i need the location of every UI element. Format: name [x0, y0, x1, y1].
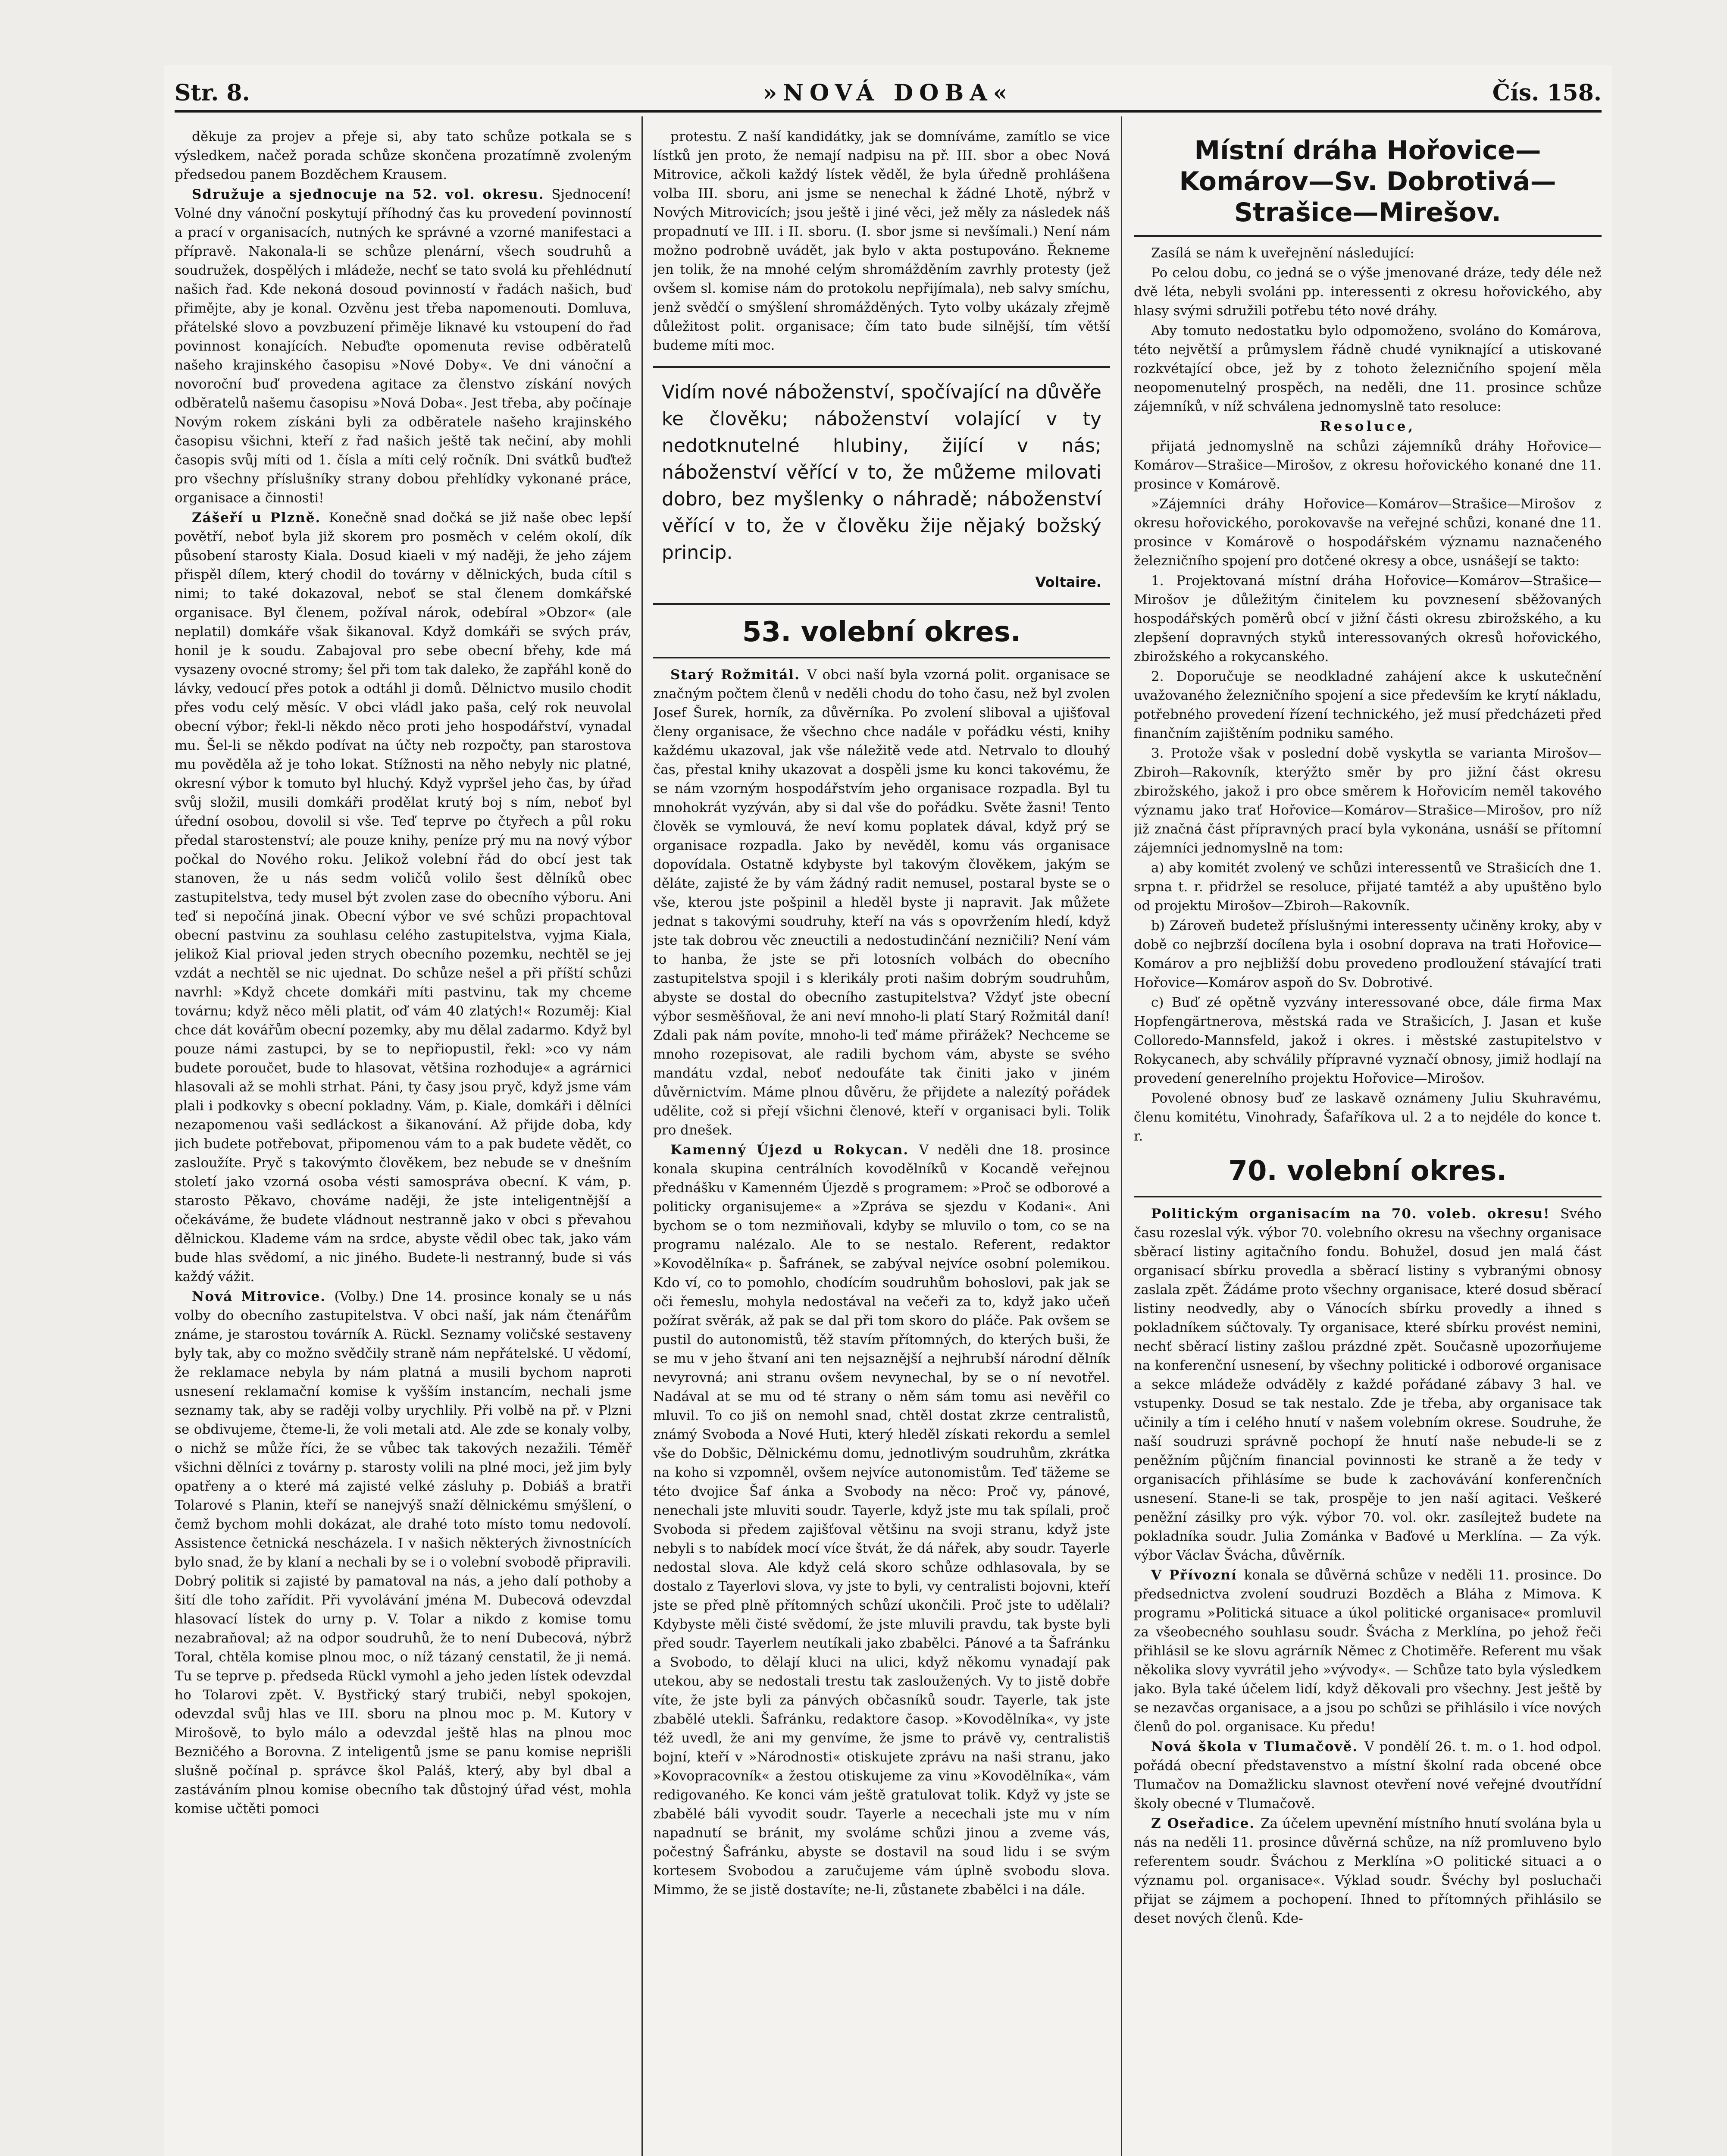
article-paragraph: c) Buď zé opětně vyzvány interessované obce, dále firma Max Hopfengärtnerova, městská rada ve Strašicích, J. Jasan et kuše Colloredo-Mannsfeld, jakož i okres. i městské zastupitelstvo v Rokycanech, aby schválily přípravné vyznačí obnosy, jimiž hodlají na provedení generelního projektu Hořovice—Mirošov.: [1134, 995, 1602, 1086]
column-1: [175, 127, 632, 2156]
quote-author: Voltaire.: [1035, 574, 1101, 590]
section-rule: [1134, 235, 1602, 237]
article-paragraph: »Zájemníci dráhy Hořovice—Komárov—Strašice—Mirošov z okresu hořovického, porokovavše na veřejné schůzi, konané dne 11. prosince v Komárově o hospodářském významu naznačeného železničního spojení pro dotčené okresy a obce, usnášejí se takto:: [1134, 496, 1602, 569]
header-rule: [175, 110, 1602, 113]
section-rule: [653, 657, 1110, 658]
page-number: Str. 8.: [175, 80, 250, 106]
page-header: [175, 80, 1602, 110]
article-lead: Z Oseřadice.: [1151, 1816, 1261, 1831]
column-divider: [1121, 116, 1122, 2156]
article-paragraph: 2. Doporučuje se neodkladné zahájení akce k uskutečnění uvažovaného železničního spojení a sice především ke krytí nákladu, potřebného provedení řízení technického, jež musí předcházeti před finančním zajištěním podniku samého.: [1134, 669, 1602, 741]
article-paragraph: V Přívozní konala se důvěrná schůze v neděli 11. prosince. Do předsednictva zvolení soudruzi Bozděch a Bláha z Mimova. K programu »Politická situace a úkol politické organisace« promluvil za všeobecného souhlasu soudr. Švácha z Merklína, po jehož řeči přihlásil se ke slovu agrárník Němec z Chotiměře. Referent mu však několika slovy vyvrátil jeho »vývody«. — Schůze tato byla výsledkem jako. Byla také účelem lidí, když děkovali pro všechny. Jest ještě by se nezavčas organisace, a a jsou po schůzi se přihlásilo i více nových členů do pol. organisace. Ku předu!: [1134, 1567, 1602, 1735]
article-lead: Sdružuje a sjednocuje na 52. vol. okresu.: [192, 187, 552, 202]
article-lead: Nová Mitrovice.: [192, 1289, 335, 1304]
issue-number: Čís. 158.: [1492, 80, 1602, 106]
column-divider: [641, 116, 643, 2156]
article-lead: Zášeří u Plzně.: [192, 510, 329, 526]
article-lead: Politickým organisacím na 70. voleb. okresu!: [1151, 1206, 1561, 1222]
section-heading: 70. volební okres.: [1228, 1155, 1507, 1187]
article-paragraph: Resoluce,: [1320, 419, 1416, 434]
article-paragraph: Politickým organisacím na 70. voleb. okresu! Svého času rozeslal výk. výbor 70. volebního okresu na všechny organisace sběrací listiny agitačního fondu. Bohužel, dosud jen malá část organisací sbírku provedla a sběrací listiny s vybranými obnosy zaslala zpět. Žádáme proto všechny organisace, které dosud sběrací listiny neodvedly, aby o Vánocích sbírku provedly a ihned s pokladníkem súčtovaly. Ty organisace, které sbírku provést nemini, nechť sběrací listiny zašlou prázdné zpět. Současně upozorňujeme na konferenční usnesení, by všechny politické i odborové organisace a sekce mládeže odváděly z každé pořádané zábavy 3 hal. ve vstupenky. Dosud se tak nestalo. Zde je třeba, aby organisace tak učinily a tím i celého hnutí v našem volebním okrese. Soudruhe, že naší soudruzi správně pochopí že hnutí naše nebude-li se z peněžním půjčním financial povinnosti ke straně a že tedy v organisacích přihlásíme se bude k zachovávání konferenčních usnesení. Stane-li se tak, prospěje to jen naší agitaci. Veškeré peněžní zásilky pro výk. výbor 70. vol. okr. zasílejtež budete na pokladníka soudr. Julia Zománka v Baďové u Merklína. — Za výk. výbor Václav Švácha, důvěrník.: [1134, 1206, 1602, 1563]
article-paragraph: 1. Projektovaná místní dráha Hořovice—Komárov—Strašice—Mirošov je důležitým činitelem ku povznesení sběžovaných hospodářských poměrů obcí v jižní části okresu zbirožského, a ku zlepšení dopravných styků interessovaných okresů hořovického, zbirožského a rokycanského.: [1134, 573, 1602, 664]
article-lead: Starý Rožmitál.: [670, 667, 807, 683]
section-heading: 53. volební okres.: [742, 616, 1021, 648]
quote-box: [653, 366, 1110, 605]
article-paragraph: Po celou dobu, co jedná se o výše jmenované dráze, tedy déle než dvě léta, nebyli svoláni pp. interessenti z okresu hořovického, aby hlasy svými sdružili potřebu této nové dráhy.: [1134, 265, 1602, 319]
article-paragraph: Nová škola v Tlumačově. V pondělí 26. t. m. o 1. hod odpol. pořádá obecní představenstvo a místní školní rada obcené obce Tlumačov na Domažlicku slavnost otevření nové veřejné dvoutřídní školy obecné v Tlumačově.: [1134, 1739, 1602, 1811]
article-paragraph: Kamenný Újezd u Rokycan. V neděli dne 18. prosince konala skupina centrálních kovodělníků v Kocandě veřejnou přednášku v Kamenném Újezdě s programem: »Proč se odborové a politicky organisujeme« a »Zpráva se sjezdu v Kodani«. Ani bychom se o tom nezmiňovali, kdyby se mluvilo o tom, co se na programu nalézalo. Ale to se nestalo. Referent, redaktor »Kovodělníka« p. Šafránek, se zabýval nejvíce osobní polemikou. Kdo ví, co to pomohlo, chodícím soudruhům bohoslovi, pak jak se oči řemeslu, mohyla nedostával na večeři za to, když jako učeň požírat svěrák, až pak se dal při tom skoro do pláče. Pak ovšem se pustil do autonomistů, těž stavím přítomných, do kterých buši, že se mu v jeho štvaní ani ten nejsaznější a nejhrubší národní dělník nevyrovná; ani stranu ovšem nevynechal, by se o ní nevotřel. Nadával at se mu od té strany o něm sám tomu asi nevěřil co mluvil. To co jiš on nemohl snad, chtěl dostat zkrze centralistů, známý Svoboda a Nové Huti, který hleděl získati rekordu a semlel vše do Dobšic, Dělnickému domu, jednotlivým soudruhům, zkrátka na koho si vzpomněl, ovšem nejvíce autonomistům. Teď täžeme se této dvojice Šaf ánka a Svobody na něco: Proč vy, pánové, nenechali jste mluviti soudr. Tayerle, když jste mu tak spílali, proč Svoboda si předem zajišťoval většinu na svoji stranu, když jste nebyli s to nabídek mocí více štvát, že dá nářek, aby soudr. Tayerle nedostal slova. Ale když celá skoro schůze odhlasovala, by se dostalo z Tayerlovi slova, vy jste to byli, vy centralisti bojovni, kteří jste se před plně přítomných schůzí ukončili. Proč jste to udělali? Kdybyste měli čisté svědomí, že jste mluvili pravdu, tak byste byli před soudr. Tayerlem neutíkali jako zbabělci. Pánové a ta Šafránku a Svobodo, to dělají kluci na ulici, když někomu vynadají pak utekou, aby se nedostali trestu tak zasloužených. Vy to jistě dobře víte, že jste byli za pánvých občasníků soudr. Tayerle, tak jste zbabělé utekli. Šafránku, redaktore časop. »Kovodělníka«, vy jste též uvedl, že ani my genvíme, že jsme to právě vy, centralistiš bojní, kteří v »Národnosti« otiskujete zprávu na naši stranu, jako »Kovopracovník« a žestou otiskujeme za vinu »Kovodělníka«, vám redigovaného. Ke konci vám ještě gratulovat tolik. Když vy jste se zbabělé báli vyvodit soudr. Tayerle a necechali jste mu v ním napadnutí se bránit, my svoláme schůzi jinou a zveme vás, počestný Šafránku, abyste se dostavil na soud lidu i se svým kortesem Svobodou a zaručujeme vám úplně svobodu slova. Mimmo, že se jistě dostavíte; ne-li, zůstanete zbabělci i na dále.: [653, 1142, 1110, 1898]
article-paragraph: Zášeří u Plzně. Konečně snad dočká se již naše obec lepší povětří, neboť byla již skorem pro posměch v celém okolí, dík působení starosty Kiala. Dosud kiaeli v mý naději, že jeho zájem přispěl dílem, který chodil do továrny v dělnických, buda cítil s nimi; to také dokazoval, neboť se stal členem domkářské organisace. Byl členem, požíval nárok, odebíral »Obzor« (ale neplatil) domkáře však šikanoval. Když domkáři se svých práv, honil je k soudu. Zabajoval pro sebe obecní břehy, kde má vysazeny ovocné stromy; šel při tom tak daleko, že zapřáhl koně do lávky, vedoucí přes potok a odtáhl ji domů. Dělnictvo musilo chodit přes vodu celý měsíc. V obci vládl jako paša, celý rok neuvolal obecní výbor; řekl-li někdo něco proti jeho hospodářství, vynadal mu. Šel-li se někdo podívat na účty neb rozpočty, pan starostova mu pověděla až je toho lokat. Stížnosti na něho nebyly nic platné, okresní výbor k tomuto byl hluchý. Když vypršel jeho čas, by úřad svůj složil, musili domkáři prodělat krutý boj s ním, neboť byl úřední osobou, dovolil si vše. Teď teprve po čtyřech a půl roku předal starostenství; ale pouze knihy, peníze prý mu na nový výbor počkal do Nového roku. Jelikož volební řád do obcí jest tak stanoven, že u nás sedm voličů volilo šest dělníků obec zastupitelstva, tedy musel být zvolen zase do obecního výboru. Ani teď si nepočíná jinak. Obecní výbor ve své schůzi propachtoval obecní pastvinu za souhlasu celého zastupitelstva, vyjma Kiala, jelikož Kial prioval jeden strych obecního pozemku, nechtěl se jej vzdát a nechtěl se nic ujednat. Do schůze nešel a při příští schůzi navrhl: »Když chcete domkáři míti pastvinu, tak my chceme továrnu; když něco měli platit, oď vám 40 zlatých!« Rozuměj: Kial chce dát kovářům obecní pozemky, aby mu dělal zadarmo. Když byl pouze námi zastupci, by se to nepřiopustil, řekl: »co vy nám budete poroučet, bude to hlasovat, většina rozhoduje« a agrárnici hlasovali až se mohli strhat. Páni, ty časy jsou pryč, když jsme vám plali i podkovky s obecní pokladny. Vám, p. Kiale, domkáři i dělníci nezapomenou vaši sedláckost a šikanování. Až přijde doba, kdy jich budete potřebovat, připomenou vám to a pak budete vědět, co zasloužíte. Pryč s takovýmto člověkem, bez nebude se v dnešním století jako vzorná osoba vésti samospráva obecní. K vám, p. starosto Pěkavo, chováme naději, že jste inteligentnější a očekáváme, že budete vládnout nestranně jako v obci s převahou dělnickou. Klademe vám na srdce, abyste vědil obec tak, jako vám bude hlas svědomí, a nic jiného. Budete-li nestranný, bude si vás každý vážit.: [175, 510, 632, 1285]
quote-text: Vidím nové náboženství, spočívající na důvěře ke člověku; náboženství volající v ty nedotknutelné hlubiny, žijící v nás; náboženství věřící v to, že můžeme milovati dobro, bez myšlenky o náhradě; náboženství věřící v to, že v člověku žije nějaký božský princip.: [662, 381, 1101, 564]
column-2: [653, 127, 1110, 2156]
article-paragraph: Aby tomuto nedostatku bylo odpomoženo, svoláno do Komárova, této největší a průmyslem řádně chudé vyniknající a utiskované rozkvétající obce, jež by z tohoto železničního spojení měla neopomenutelný prospěch, na neděli, dne 11. prosince schůze zájemníků, v níž schválena jednomyslně tato resoluce:: [1134, 323, 1602, 414]
article-paragraph: Povolené obnosy buď ze laskavě oznámeny Juliu Skuhravému, členu komitétu, Vinohrady, Šafaříkova ul. 2 a to nejdéle do konce t. r.: [1134, 1091, 1602, 1144]
section-heading: Místní dráha Hořovice—Komárov—Sv. Dobrotivá—Strašice—Mirešov.: [1179, 135, 1556, 228]
article-paragraph: děkuje za projev a přeje si, aby tato schůze potkala se s výsledkem, načež porada schůze skončena prozatímně zvoleným předsedou panem Bozděchem Krausem.: [175, 129, 632, 182]
masthead: »NOVÁ DOBA«: [763, 80, 1014, 106]
article-paragraph: Nová Mitrovice. (Volby.) Dne 14. prosince konaly se u nás volby do obecního zastupitelstva. V obci naší, jak nám čtenářům známe, je starostou továrník A. Rückl. Seznamy voličské sestaveny byly tak, aby co možno svědčily straně nám nepřátelské. U vědomí, že reklamace nebyla by nám platná a musili bychom naproti usnesení reklamační komise k vyšším instancím, nechali jsme seznamy tak, aby se raději volby urychlily. Při volbě na př. v Plzni se obdivujeme, čteme-li, že voli metali atd. Ale zde se konaly volby, o nichž se může říci, že se vůbec tak takových nezažili. Téměř všichni dělníci z továrny p. starosty volili na plné moci, jež jim byly opatřeny a o které má zajisté velké zásluhy p. Dobiáš a bratři Tolarové s Planin, kteří se nanejvýš snaží dělnickému smýšlení, o čemž bychom mohli dokázat, ale drahé toto místo tomu nedovolí. Assistence četnická nescházela. I v našich některých živnostnících bylo snad, že by klaní a nechali by se i o volební svobodě připravili. Dobrý politik si zajisté by pamatoval na nás, a jeho dalí pothoby a šití dle toho zařídit. Při vyvolávání jména M. Dubecová odevzdal hlasovací lístek do urny p. V. Tolar a nikdo z komise tomu nezabraňoval; až na odpor soudruhů, že to není Dubecová, nýbrž Toral, chtěla komise plnou moc, o níž tázaný censtatil, že ji nemá. Tu se teprve p. předseda Rückl vymohl a jeho jeden lístek odevzdal ho Tolarovi zpět. V. Bystřický starý trubiči, nebyl spokojen, odevzdal svůj hlas ve III. sboru na plnou moc p. M. Kutory v Mirošově, to bylo málo a odevzdal ještě hlas na plnou moc Bezničého a Borovna. Z inteligentů jsme se panu komise neprišli slušně počínal p. správce škol Paláš, který, aby byl dbal a zastáváním plnou komise obecního tak důstojný úřad vést, mohla komise učtěti pomoci: [175, 1289, 632, 1817]
article-lead: Kamenný Újezd u Rokycan.: [670, 1142, 919, 1158]
article-lead: V Přívozní: [1151, 1567, 1244, 1583]
column-3: [1134, 127, 1602, 2156]
article-paragraph: b) Zároveň budetež příslušnými interessenty učiněny kroky, aby v době co nejbrzší docílena byla i osobní doprava na trati Hořovice—Komárov a pro nejbližší dobu provedeno prodloužení stávající trati Hořovice—Komárov aspoň do Sv. Dobrotivé.: [1134, 918, 1602, 990]
section-rule: [1134, 1196, 1602, 1197]
article-paragraph: Zasílá se nám k uveřejnění následující:: [1151, 245, 1414, 261]
article-paragraph: Sdružuje a sjednocuje na 52. vol. okresu. Sjednocení! Volné dny vánoční poskytují příhodný čas ku provedení povinností a prací v organisacích, nutných ke správné a vzorné manifestaci a přípravě. Nakonala-li se schůze plenární, všech soudruhů a soudružek, dospělých i mládeže, nechť se tato svolá ku přehlédnutí našich řad. Kde nekoná dosoud povinností v řadách našich, buď přimějte, aby je konal. Ozvěnu jest třeba napomenouti. Domluva, přátelské slovo a povzbuzení přiměje liknavé ku vstoupení do řad povinnost konajících. Nebuďte opomenuta revise odběratelů našeho krajinského časopisu »Nové Doby«. Ve dni vánoční a novoroční buď provedena agitace za členstvo získání nových odběratelů našemu časopisu »Nová Doba«. Jest třeba, aby počínaje Novým rokem získáni byli za odběratele našeho krajinského časopisu všichni, kteří z řad našich ještě tak nečiní, aby mohli časopis svůj míti od 1. čísla a míti celý ročník. Dni svátků buďtež pro všechny příslušníky strany dobou přehlídky vykonané práce, organisace a činnosti!: [175, 187, 632, 506]
article-paragraph: a) aby komitét zvolený ve schůzi interessentů ve Strašicích dne 1. srpna t. r. přidržel se resoluce, přijaté tamtéž a aby upuštěno bylo od projektu Mirošov—Zbiroh—Rakovník.: [1134, 860, 1602, 914]
article-paragraph: přijatá jednomyslně na schůzi zájemníků dráhy Hořovice—Komárov—Strašice—Mirošov, z okresu hořovického konané dne 11. prosince v Komárově.: [1134, 439, 1602, 492]
article-paragraph: 3. Protože však v poslední době vyskytla se varianta Mirošov—Zbiroh—Rakovník, kterýžto směr by pro jižní část okresu zbirožského, jakož i pro obce směrem k Hořovicím neměl takového významu jako trať Hořovice—Komárov—Strašice—Mirošov, pro níž již značná část přípravných prací byla vykonána, usnáší se přítomní zájemníci jednomyslně na tom:: [1134, 746, 1602, 856]
article-paragraph: Starý Rožmitál. V obci naší byla vzorná polit. organisace se značným počtem členů v neděli chodu do toho času, než byl zvolen Josef Šurek, horník, za důvěrníka. Po zvolení sliboval a ujišťoval členy organisace, že všechno chce nadále v pořádku vésti, knihy každému ukazoval, jak vše náležitě vede atd. Netrvalo to dlouhý čas, přestal knihy ukazovat a dospěli jsme ku konci takovému, že se nám vzorným hospodářstvím jeho organisace rozpadla. Byl tu mnohokrát vyzýván, aby si dal vše do pořádku. Světe žasni! Tento člověk se vymlouvá, že neví komu poplatek dával, když prý se organisace rozpadla. Jako by nevěděl, komu vás organisace dopovídala. Ostatně kdybyste byl takovým člověkem, jakým se děláte, zajisté že by vám žádný radit nemusel, postaral byste se o vše, kterou jste pošpinil a hleděl byste ji napravit. Jak můžete jednat s takovými soudruhy, kteří na vás s opovržením hledí, když jste tak dobrou věc zneuctili a nedostudinčání nezničili? Není vám to hanba, že jste se při lotosních volbách do obecního zastupitelstva spojil i s klerikály proti našim dobrým soudruhům, abyste se dostal do obecního zastupitelstva? Vždyť jste obecní výbor sesměšňoval, že ani neví mnoho-li platí Starý Rožmitál daní! Zdali pak nám povíte, mnoho-li teď máme přirážek? Nechceme se mnoho rozepisovat, ale radili bychom vám, abyste se svého mandátu vzdal, neboť nedoufáte tak činiti jako v jiném důvěrnictvím. Máme plnou důvěru, že přijdete a nalezítý pořádek udělite, což si přejí všichni členové, kteří v organisaci byli. Tolik pro dnešek.: [653, 667, 1110, 1138]
article-lead: Nová škola v Tlumačově.: [1151, 1739, 1365, 1755]
article-paragraph: Z Oseřadice. Za účelem upevnění místního hnutí svolána byla u nás na neděli 11. prosince důvěrná schůze, na níž promluveno bylo referentem soudr. Šváchou z Merklína »O politické situaci a o významu pol. organisace«. Výklad soudr. Švéchy byl posluchači přijat se zájmem a pochopení. Ihned to přítomných přihlásilo se deset nových členů. Kde-: [1134, 1816, 1602, 1926]
article-paragraph: protestu. Z naší kandidátky, jak se domníváme, zamítlo se vice lístků jen proto, že nemají nadpisu na př. III. sbor a obec Nová Mitrovice, ačkoli každý lístek věděl, že byla úředně prohlášena volba III. sboru, ani jsme se nenechal k žádné Lhotě, nýbrž v Nových Mitrovicích; jsou ještě i jiné věci, jež měly za následek náš propadnutí ve III. i II. sboru. (I. sbor jsme si nevšímali.) Není nám možno podrobně uvádět, jak bylo v akta postupováno. Řekneme jen tolik, že na mnohé celým shromážděním zavrhly protesty (jež ovšem sl. komise nám do protokolu nepřijímala), neb salvy smíchu, jenž svědčí o smýšlení shromážděných. Tyto volby ukázaly zřejmě důležitost polit. organisace; čím tato bude silnější, tím větší budeme míti moc.: [653, 129, 1110, 353]
